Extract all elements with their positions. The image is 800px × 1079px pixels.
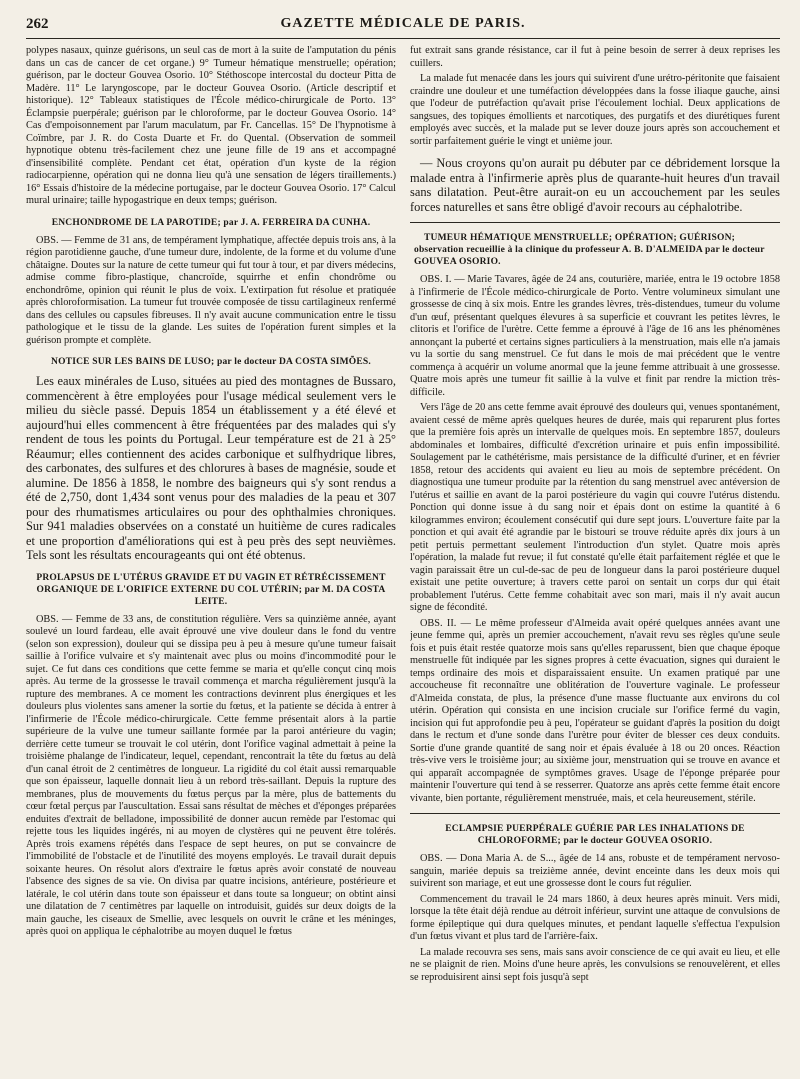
paragraph: La malade fut menacée dans les jours qui suivirent d'une urétro-péritonite que faisaient craindre une douleur et une tuméfaction développées dans la fosse iliaque gauche, ainsi que l'odeur de putréfaction qu'avait prise l'écoulement lochial. Deux applications de sangsues, des topiques émollients et narcotiques, des purgatifs et des diurétiques furent employés avec succès, et la malade put se lever douze jours après son accouchement et sortir parfaitement guérie le vingt et unième jour. [410,73,780,147]
running-title: GAZETTE MÉDICALE DE PARIS. [280,16,526,31]
paragraph: Commencement du travail le 24 mars 1860, à deux heures après minuit. Vers midi, lorsque la tête était déjà rendue au détroit inférieur, survint une attaque de convulsions de forme épileptique qui dura quelques minutes, et pendant laquelle s'effectua l'expulsion d'un fœtus vivant et plus tard de l'arrière-faix. [410,893,780,942]
paragraph: OBS. — Dona Maria A. de S..., âgée de 14 ans, robuste et de tempérament nervoso-sanguin, mariée depuis sa treizième année, devint enceinte dans les deux mois qui suivirent son mariage, et eut une grossesse dont le cours fut régulier. [410,853,780,889]
paragraph: — Nous croyons qu'on aurait pu débuter par ce débridement lorsque la malade entra à l'infirmerie après plus de quarante-huit heures d'un travail sans dilatation. Peut-être aurait-on eu un accouchement par les seules forces naturelles et sans être obligé d'avoir recours au céphalotribe. [410,156,780,214]
paragraph: OBS. II. — Le même professeur d'Almeida avait opéré quelques années avant une jeune femme qui, après un premier accouchement, n'avait revu ses règles qu'une seule fois et puis était restée quatorze mois sans qu'elles reparussent, bien que chaque époque menstruelle fût indiquée par les signes propres à cette évacuation, signes qui duraient le temps ordinaire des mois et disparaissaient ensuite. Un examen pratiqué par une accoucheuse fit reconnaître une oblitération de l'ouverture vaginale. Le professeur d'Almeida constata, de plus, la présence d'une masse fluctuante aux environs du col utérin. Opération qui consista en une incision cruciale sur l'orifice fermé du vagin, incision qui fut approfondie peu à peu, l'opérateur se guidant d'après la position du doigt dans le rectum et d'une sonde dans l'urètre pour éviter de blesser ces deux conduits. Sortie d'une grande quantité de sang noir et épais évaluée à 18 ou 20 onces. Réaction très-vive vers le troisième jour; au sixième jour, menstruation qui se trouve en avance et qui apparaît accompagnée de symptômes graves. Usage de l'éponge préparée pour maintenir l'ouverture qui tend à se resserrer. Quatorze ans après cette femme était encore vivante, bien portante, régulièrement menstruée, mais, et cela heureusement, stérile. [410,617,780,804]
article-heading-enchondrome: ENCHONDROME DE LA PAROTIDE; par J. A. FERREIRA DA CUNHA. [51,217,371,228]
right-column [410,45,780,1075]
page-number: 262 [26,16,49,32]
paragraph: Les eaux minérales de Luso, situées au pied des montagnes de Bussaro, commencèrent à être employées pour l'usage médical seulement vers le milieu du siècle passé. Depuis 1854 un établissement y a été élevé et aujourd'hui elles commencent à être fréquentées par des malades qui s'y rendent de tous les points du Portugal. Leur température est de 21 à 25° Réaumur; elles contiennent des acides carbonique et sulfhydrique libres, des carbonates, des sulfures et des chlorures à bases de magnésie, soude et alumine. De 1856 à 1858, le nombre des baigneurs qui s'y sont rendus a été de 2,750, dont 1,434 sont venus pour des maladies de la peau et 307 pour des rhumatismes articulaires ou pour des ophthalmies chroniques. Sur 941 maladies observées on a constaté un huitième de cures radicales et une proportion d'améliorations qui est à peu près des sept neuvièmes. Tels sont les résultats encourageants qui ont été obtenus. [26,374,396,562]
divider [410,813,780,814]
article-heading-bains-luso: NOTICE SUR LES BAINS DE LUSO; par le docteur DA COSTA SIMÕES. [51,357,371,367]
large-print-block [26,374,396,563]
article-heading-tumeur: TUMEUR HÉMATIQUE MENSTRUELLE; OPÉRATION; GUÉRISON; observation recueillie à la clinique du professeur A. B. D'ALMEIDA par le docteur GOUVEA OSORIO. [414,233,765,267]
paragraph: OBS. — Femme de 31 ans, de tempérament lymphatique, affectée depuis trois ans, à la région parotidienne gauche, d'une tumeur dure, indolente, de la forme et du volume d'une châtaigne. Doutes sur la nature de cette tumeur qui fut tour à tour, et par divers médecins, admise comme fibro-plastique, chancroïde, squirrhe et enfin chondrôme ou enchondrôme, opinion qui réunit le plus de voix. L'extirpation fut résolue et pratiquée après chloroformisation. La tumeur fut trouvée composée de tissu cartilagineux renfermé dans des cellules ou capsules fibreuses. Il n'y avait aucune communication entre le tissu pathologique et le tissu de la glande. Les suites de l'opération furent simples et la guérison prompte et complète. [26,234,396,346]
divider [410,222,780,223]
running-header [26,14,780,39]
paragraph: OBS. — Femme de 33 ans, de constitution régulière. Vers sa quinzième année, ayant soulevé un lourd fardeau, elle avait éprouvé une vive douleur dans le fond du ventre (selon son expression), douleur qui se dissipa peu à peu à mesure qu'une tumeur faisait saillie à l'orifice vulvaire et s'y maintenait avec plus ou moins d'incommodité pour le sujet. Ce fut dans ces conditions que cette femme se maria et qu'elle conçut cinq mois après. Au terme de la grossesse le travail commença et marcha régulièrement jusqu'à la rupture des membranes. A ce moment les contractions devinrent plus énergiques et les douleurs plus violentes sans amener la sortie du fœtus, et la patiente se décida à entrer à l'infirmerie de l'École médico-chirurgicale. Cette femme présentait alors à la partie supérieure de la vulve une tumeur saillante formée par la paroi antérieure du vagin; derrière cette tumeur se trouvait le col utérin, dont l'orifice vaginal admettait à peine la troisième phalange de l'indicateur, lequel, cependant, rencontrait la tête du fœtus au delà d'un canal étroit de 2 centimètres de longueur. La rigidité du col était aussi remarquable que son épaisseur, laquelle donnait lieu à un rebord très-saillant. Depuis la rupture des membranes, plus de mouvements du fœtus perçus par la mère, plus de battements du cœur fœtal perçus par l'auscultation. Essai sans résultat de mèches et d'éponges préparées enduites d'extrait de belladone, impossibilité de donner aucun remède par l'estomac qui rejette tous les liquides ingérés, ni au moyen de clystères qui ne peuvent être tolérés. Après trois examens répétés dans l'espace de sept heures, on put se convaincre de l'immobilité de l'obstacle et de l'inutilité des moyens employés. Le travail durait depuis soixante heures. On résolut alors d'extraire le fœtus après avoir constaté de nouveau l'absence des signes de sa vie. On divisa par quatre incisions, antérieure, postérieure et latérale, le col utérin dans toute son épaisseur et dans toute sa longueur; on obtint ainsi une dilatation de 7 centimètres par laquelle on introduisit, guidés sur deux doigts de la main gauche, les ciseaux de Smellie, avec lesquels on ouvrit le crâne et les méninges, après quoi on appliqua le céphalotribe au moyen duquel le fœtus [26,613,396,937]
left-column [26,45,396,1075]
paragraph: La malade recouvra ses sens, mais sans avoir conscience de ce qui avait eu lieu, et elle ne se plaignit de rien. Moins d'une heure après, les convulsions se renouvelèrent, et elles se reproduisirent ainsi sept fois jusqu'à sept [410,946,780,983]
article-heading-eclampsie: ECLAMPSIE PUERPÉRALE GUÉRIE PAR LES INHALATIONS DE CHLOROFORME; par le docteur GOUVEA OSORIO. [445,824,745,846]
continued-paragraph: polypes nasaux, quinze guérisons, un seul cas de mort à la suite de l'amputation du pénis dans un cas de cancer de cet organe.) 9° Tumeur hématique menstruelle; opération; guérison, par le docteur Gouvea Osorio. 10° Stéthoscope intercostal du docteur Pitta de Madère. 11° Le laryngoscope, par le docteur Gouvea Osorio. (Article descriptif et historique). 12° Tableaux statistiques de l'École médico-chirurgicale de Porto. 13° Éclampsie puerpérale; guérison par le chloroforme, par le docteur Gouvea Osorio. 14° Cas d'empoisonnement par l'arum maculatum, par Fr. Cancellas. 15° De l'hypnotisme à Coïmbre, par J. R. do Costa Duarte et Fr. do Quental. (Observation de sommeil hypnotique obtenu très-facilement chez une jeune fille de 19 ans et accompagné d'insensibilité complète. Pendant cet état, opération d'un kyste de la région radiocarpienne, opération qui ne donna lieu qu'à une sensation de légers tiraillements.) 16° Essais d'histoire de la médecine portugaise, par le docteur Gouvea Osorio. 17° Calcul mural urinaire; taille hypogastrique en deux temps; guérison. [26,45,396,206]
editorial-note [410,156,780,214]
paragraph: Vers l'âge de 20 ans cette femme avait éprouvé des douleurs qui, venues spontanément, avaient cessé de même après quelques heures de durée, mais qui reparurent plus fortes que la première fois après un intervalle de quelques mois. En septembre 1857, douleurs abdominales et lombaires, difficulté d'excrétion urinaire et puis enfin impossibilité. Soulagement par le cathétérisme, mais persistance de la difficulté d'uriner, et en février 1858, retour des accidents qui avaient eu lieu au mois de septembre précédent. On diagnostiqua une tumeur produite par la rétention du sang menstruel avec antéversion de l'utérus et saillie en avant de la paroi postérieure du vagin qui couvre l'utérus distendu. Ponction qui donne issue à du sang noir et épais dont on estime la quantité à 6 kilogrammes environ; écoulement consécutif qui dure sept jours. L'ouverture faite par la ponction et qui avait été agrandie par le bistouri se trouve réduite après dix jours à un petit pertuis permettant seulement l'introduction d'un stylet. Quatre mois après l'opération, la malade fut revue; il fut constaté qu'elle était parfaitement réglée et que le vagin paraissait être un cul-de-sac de peu de longueur dans la paroi postérieure duquel existait une petite ouverture; à travers cette paroi on sentait un corps dur qui était probablement l'utérus. Cette femme cohabitait avec son mari, mais il n'y avait aucun signe de fécondité. [410,402,780,613]
columns [26,45,780,1075]
article-heading-prolapsus: PROLAPSUS DE L'UTÉRUS GRAVIDE ET DU VAGIN ET RÉTRÉCISSEMENT ORGANIQUE DE L'ORIFICE EXTERNE DU COL UTÉRIN; par M. DA COSTA LEITE. [36,572,386,607]
paragraph: OBS. I. — Marie Tavares, âgée de 24 ans, couturière, mariée, entra le 19 octobre 1858 à l'infirmerie de l'École médico-chirurgicale de Porto. Ventre volumineux simulant une grossesse de cinq à six mois. Entre les grandes lèvres, très-distendues, tumeur du volume d'un œuf, présentant quelques élevures à sa superficie et couvrant les petites lèvres, le clitoris et l'orifice de l'urètre. Cette femme a éprouvé à l'âge de 16 ans les phénomènes annonçant la puberté et certains signes particuliers à la menstruation, mais elle n'a jamais vu la sortie du sang menstruel. Ce fut dans le mois de mai précédent que le ventre commença à acquérir un volume anormal que la jeune femme attribuait à une grossesse. Quatre mois après une tumeur fit saillie à la vulve et finit par rendre la miction très-difficile. [410,274,780,398]
continued-paragraph: fut extrait sans grande résistance, car il fut à peine besoin de serrer à deux reprises les cuillers. [410,45,780,69]
